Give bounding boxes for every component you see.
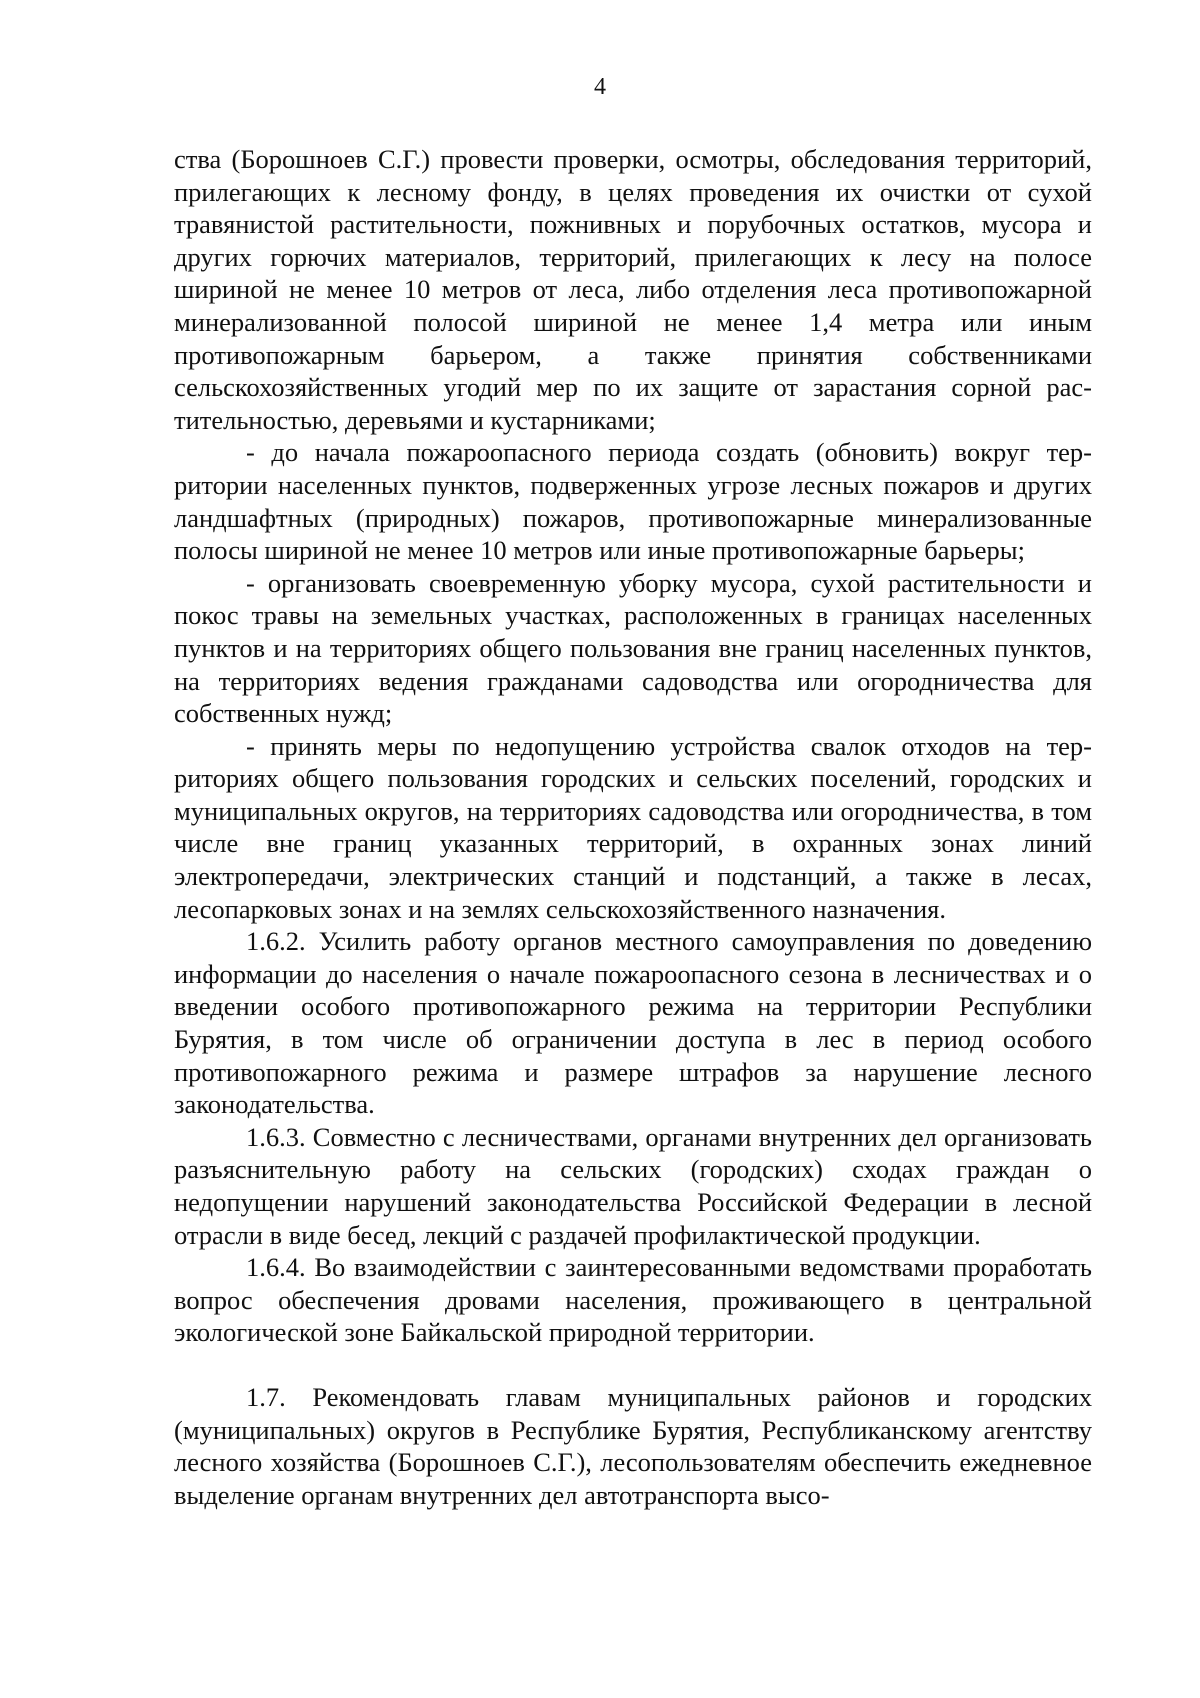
paragraph-1-7: 1.7. Рекомендовать главам муниципальных районов и городских (муниципальных) округов в Республике Бурятия, Республиканскому агентству лесного хозяйства (Борошноев С.Г.), лесопользователям обеспечить ежедневное выделение органам внутренних дел автотранспорта высо- [174, 1381, 1092, 1510]
paragraph-forest-inspections: ства (Борошноев С.Г.) провести проверки, осмотры, обследования территорий, прилегающих к лесному фонду, в целях проведения их очистки от сухой травянистой растительности, пожнивных и порубочных остатков, мусора и других горючих материалов, территорий, прилегающих к лесу на полосе шириной не менее 10 метров от леса, либо отделения леса противопожарной минерализованной полосой шириной не менее 1,4 метра или иным противопожарным барьером, а также принятия собственниками сельскохозяйственных угодий мер по их защите от зарастания сорной растительностью, деревьями и кустарниками; [174, 144, 1092, 435]
document-body [174, 143, 1092, 1511]
paragraph-1-6-2: 1.6.2. Усилить работу органов местного самоуправления по доведению информации до населения о начале пожароопасного сезона в лесничествах и о введении особого противопожарного режима на территории Республики Бурятия, в том числе об ограничении доступа в лес в период особого противопожарного режима и размере штрафов за нарушение лесного законодательства. [174, 926, 1092, 1120]
page-number: 4 [594, 74, 606, 100]
paragraph-1-6-4: 1.6.4. Во взаимодействии с заинтересованными ведомствами проработать вопрос обеспечения дровами населения, проживающего в центральной экологической зоне Байкальской природной территории. [174, 1252, 1092, 1348]
paragraph-1-6-3: 1.6.3. Совместно с лесничествами, органами внутренних дел организовать разъяснительную работу на сельских (городских) сходах граждан о недопущении нарушений законодательства Российской Федерации в лесной отрасли в виде бесед, лекций с раздачей профилактической продукции. [174, 1121, 1092, 1250]
paragraph-waste-cleanup: - организовать своевременную уборку мусора, сухой растительности и покос травы на земельных участках, расположенных в границах населенных пунктов и на территориях общего пользования вне границ населенных пунктов, на территориях ведения гражданами садоводства или огородничества для собственных нужд; [174, 567, 1092, 729]
paragraph-dump-prevention: - принять меры по недопущению устройства свалок отходов на территориях общего пользования городских и сельских поселений, городских и муниципальных округов, на территориях садоводства или огородничества, в том числе вне границ указанных территорий, в охранных зонах линий электропередачи, электрических станций и подстанций, а также в лесах, лесопарковых зонах и на землях сельскохозяйственного назначения. [174, 730, 1092, 924]
paragraph-firebreak-strips: - до начала пожароопасного периода создать (обновить) вокруг территории населенных пунктов, подверженных угрозе лесных пожаров и других ландшафтных (природных) пожаров, противопожарные минерализованные полосы шириной не менее 10 метров или иные противопожарные барьеры; [174, 437, 1092, 566]
